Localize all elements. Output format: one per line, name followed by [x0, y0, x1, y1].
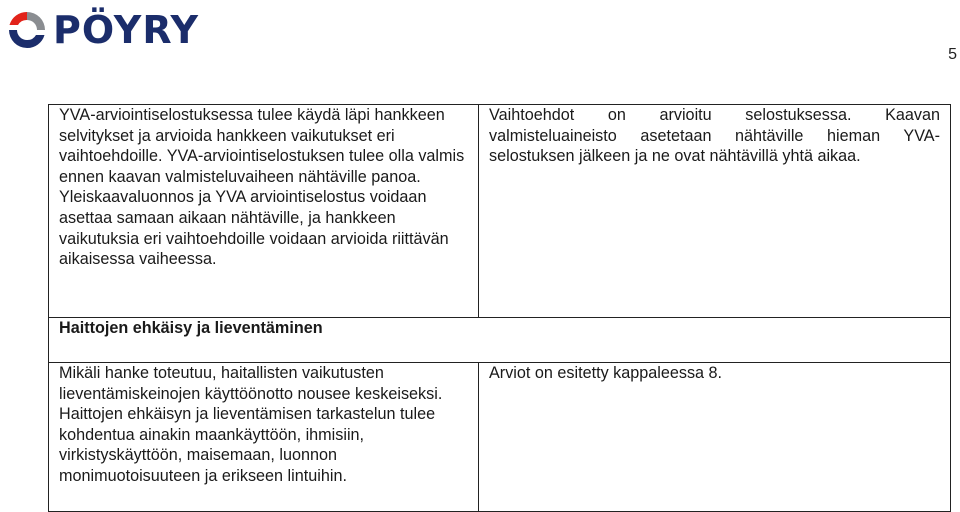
assessment-table: [48, 104, 951, 512]
page-number: 5: [948, 46, 957, 63]
table-cell: [49, 318, 951, 363]
cell-text: YVA-arviointiselostuksessa tulee käydä läpi hankkeen selvitykset ja arvioida hankkeen vaikutukset eri vaihtoehdoille. YVA-arviointiselostuksen tulee olla valmis ennen kaavan valmisteluvaiheen nähtäville panoa. Yleiskaavaluonnos ja YVA arviointiselostus voidaan asettaa samaan aikaan nähtäville, ja hankkeen vaikutuksia eri vaihtoehdoille voidaan arvioida riittävän aikaisessa vaiheessa.: [59, 106, 465, 269]
cell-text: Vaihtoehdot on arvioitu selostuksessa. Kaavan valmisteluaineisto asetetaan nähtäville hieman YVA-selostuksen jälkeen ja ne ovat nähtävillä yhtä aikaa.: [489, 106, 940, 166]
poyry-logo: [5, 6, 199, 54]
cell-text: Mikäli hanke toteutuu, haitallisten vaikutusten lieventämiskeinojen käyttöönotto nousee keskeiseksi. Haittojen ehkäisyn ja lieventämisen tarkastelun tulee kohdentua ainakin maankäyttöön, ihmisiin, virkistyskäyttöön, maisemaan, luonnon monimuotoisuuteen ja erikseen lintuihin.: [59, 364, 443, 485]
section-heading-row: [49, 318, 951, 363]
table-cell: [479, 105, 951, 318]
table-row: [49, 363, 951, 512]
logo-text: PÖYRY: [53, 8, 200, 52]
table-cell: [49, 363, 479, 512]
section-heading: Haittojen ehkäisy ja lieventäminen: [59, 319, 323, 337]
table-cell: [49, 105, 479, 318]
cell-text: Arviot on esitetty kappaleessa 8.: [489, 364, 723, 382]
poyry-logo-mark-icon: [5, 8, 49, 52]
table-row: [49, 105, 951, 318]
table-cell: [479, 363, 951, 512]
